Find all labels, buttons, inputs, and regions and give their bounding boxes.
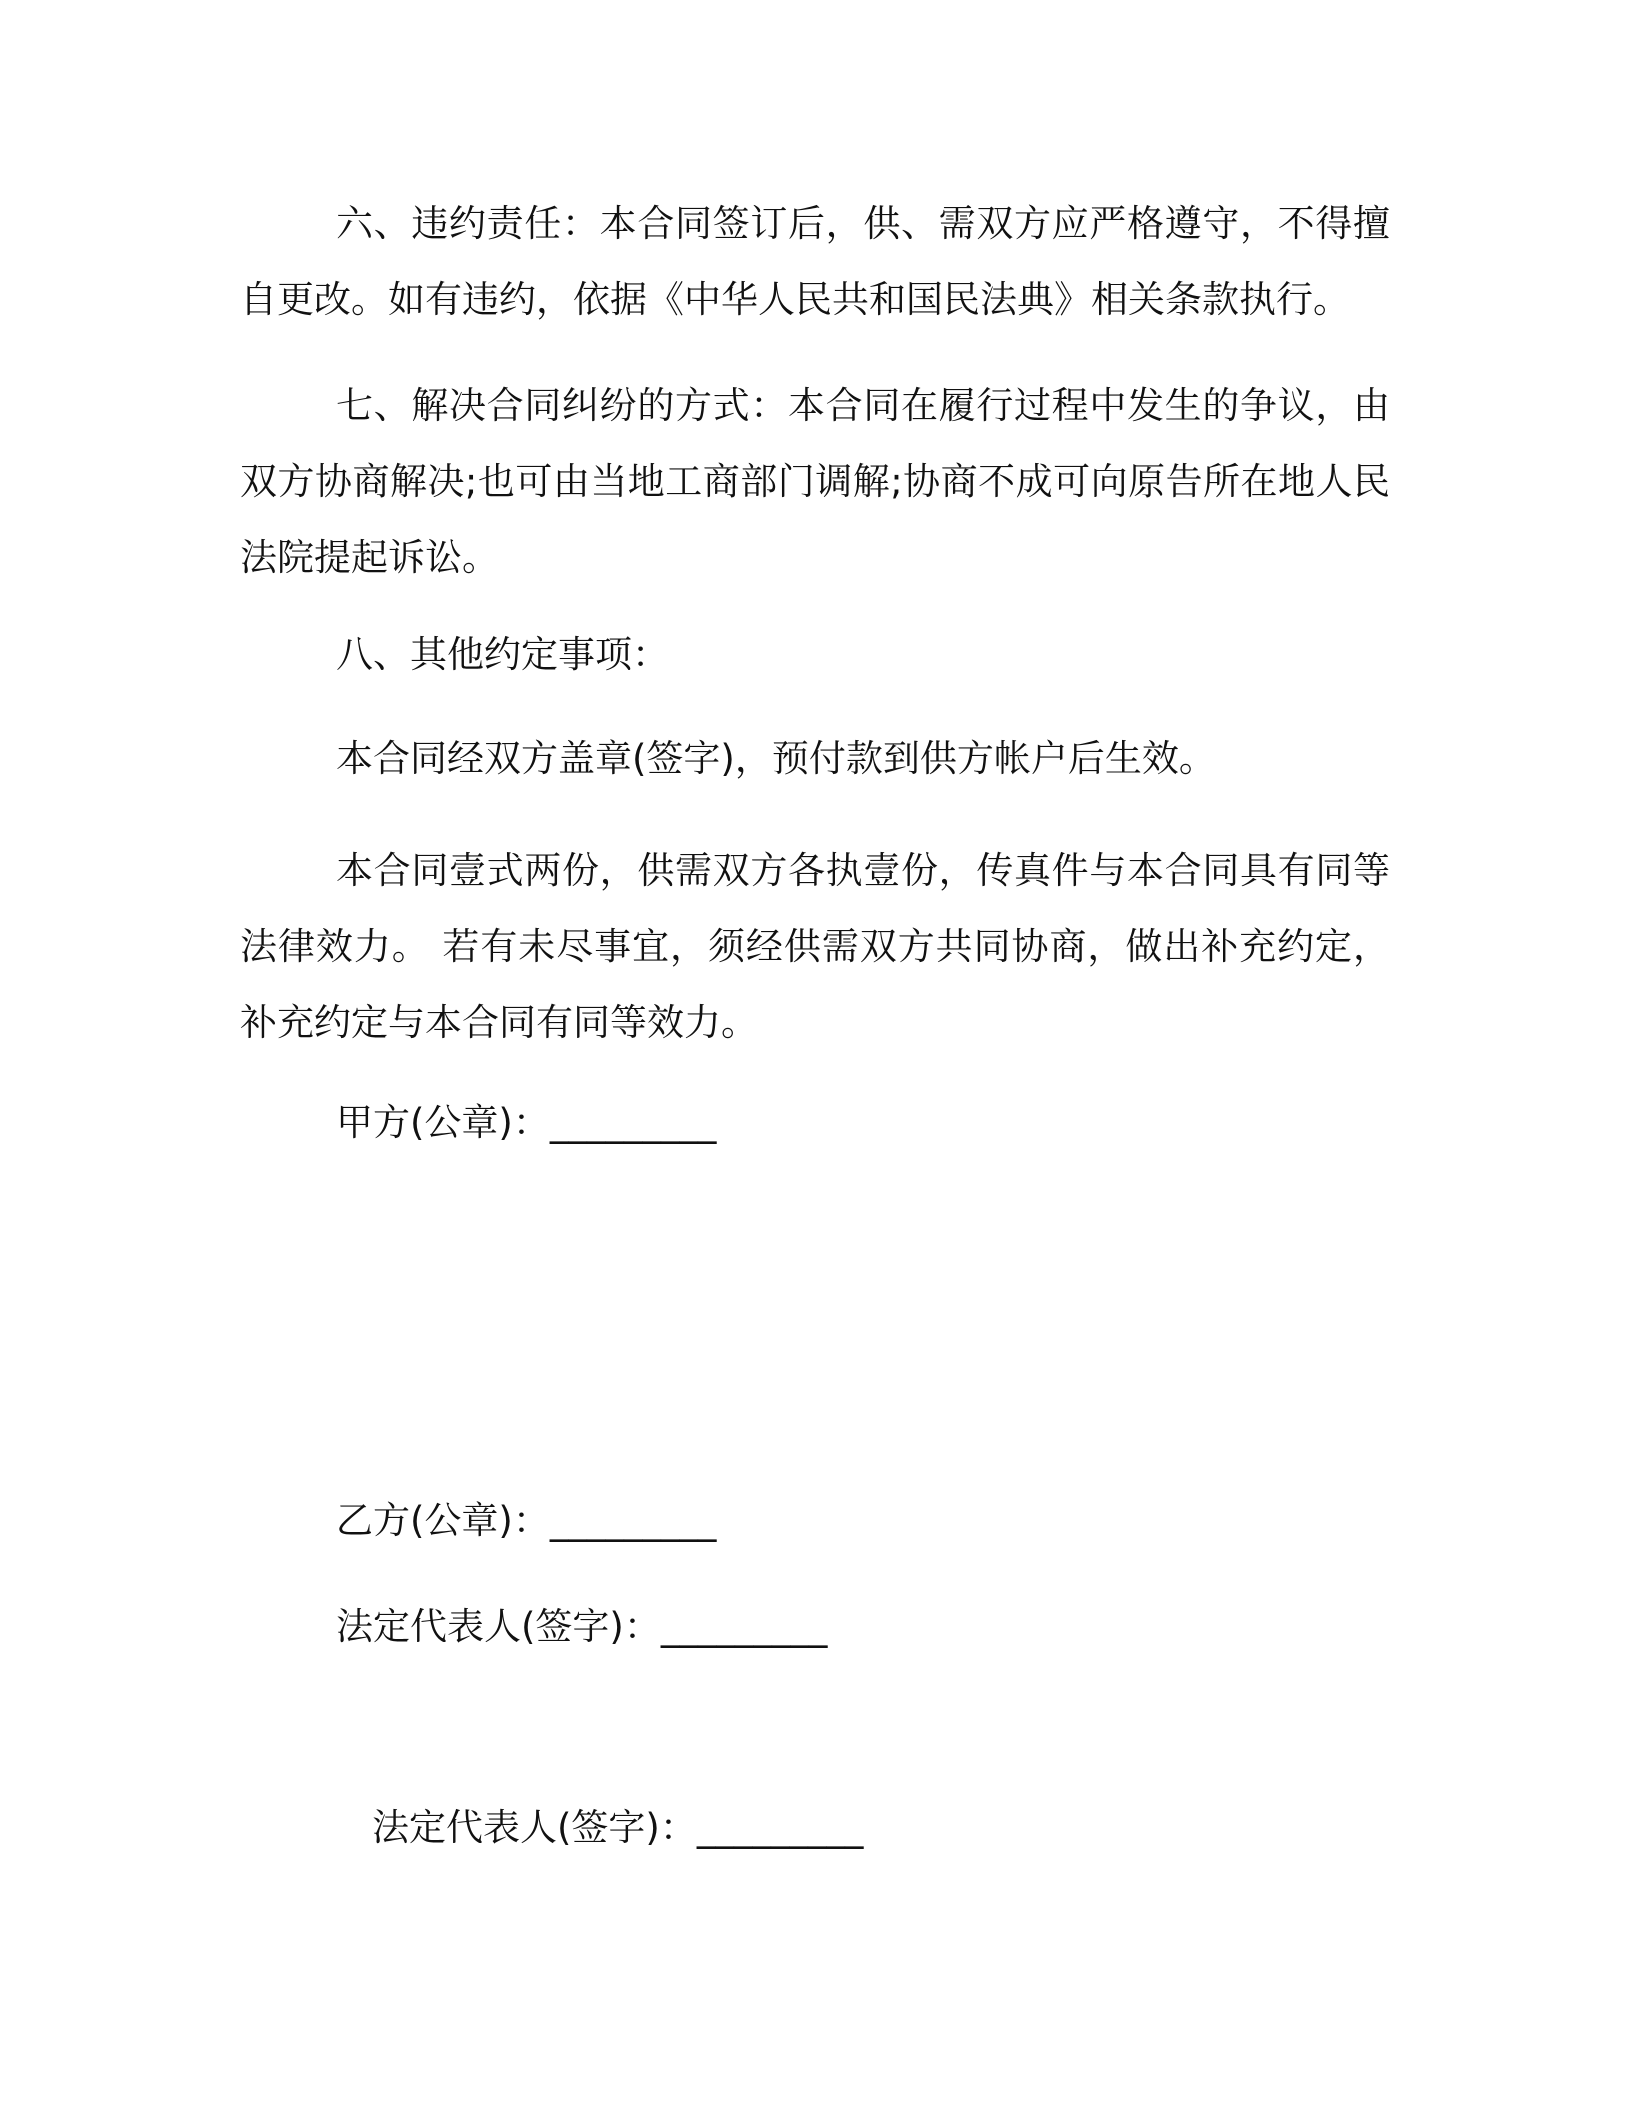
clause-8-effect: 本合同经双方盖章(签字)，预付款到供方帐户后生效。 <box>336 737 1216 780</box>
clause-8-title: 八、其他约定事项： <box>336 633 669 676</box>
legal-representative-signature-line: 法定代表人(签字)：_________ <box>372 1806 864 1849</box>
party-b-seal-line: 乙方(公章)：_________ <box>336 1499 717 1542</box>
legal-representative-signature-line: 法定代表人(签字)：_________ <box>336 1605 828 1648</box>
clause-8-copies: 本合同壹式两份，供需双方各执壹份，传真件与本合同具有同等法律效力。 若有未尽事宜，须经供需双方共同协商，做出补充约定，补充约定与本合同有同等效力。 <box>240 849 1390 1044</box>
clause-6-breach-liability: 六、违约责任：本合同签订后，供、需双方应严格遵守，不得擅自更改。如有违约，依据《中华人民共和国民法典》相关条款执行。 <box>240 202 1390 321</box>
clause-7-dispute-resolution: 七、解决合同纠纷的方式：本合同在履行过程中发生的争议，由双方协商解决;也可由当地工商部门调解;协商不成可向原告所在地人民法院提起诉讼。 <box>240 384 1390 579</box>
party-a-seal-line: 甲方(公章)：_________ <box>336 1101 717 1144</box>
